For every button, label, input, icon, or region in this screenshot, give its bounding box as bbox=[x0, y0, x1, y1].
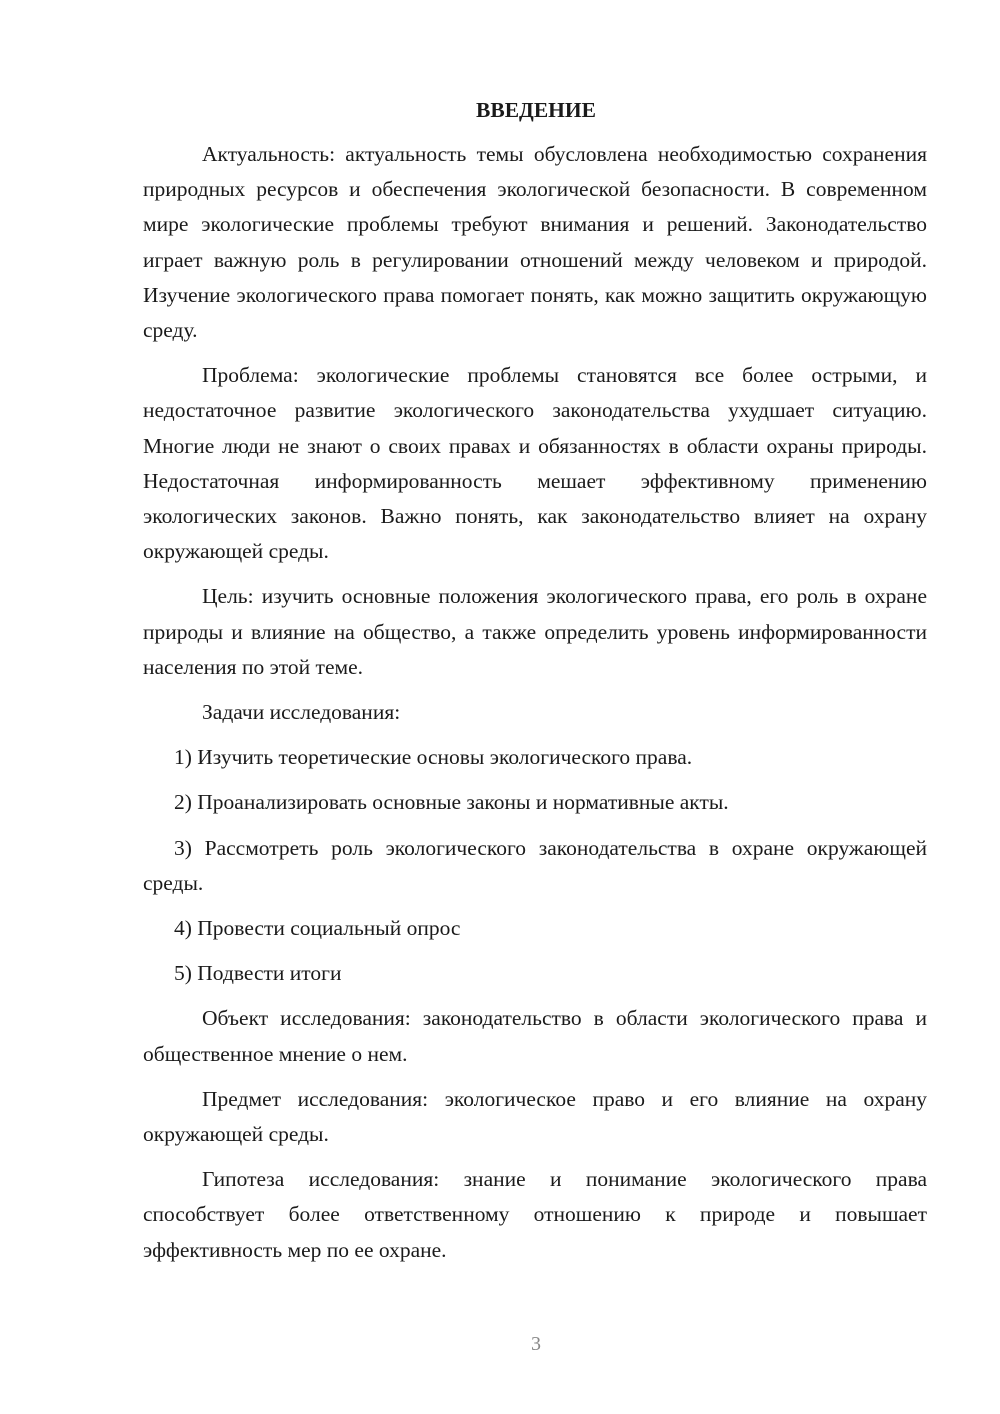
task-item: 4) Провести социальный опрос bbox=[174, 916, 461, 941]
task-item: 2) Проанализировать основные законы и нормативные акты. bbox=[174, 790, 729, 815]
task-item: 3) Рассмотреть роль экологического законодательства в охране окружающей среды. bbox=[143, 835, 927, 895]
tasks-title: Задачи исследования: bbox=[202, 700, 401, 725]
object-paragraph: Объект исследования: законодательство в области экологического права и общественное мнение о нем. bbox=[143, 1006, 927, 1066]
subject-paragraph: Предмет исследования: экологическое право и его влияние на охрану окружающей среды. bbox=[143, 1086, 927, 1147]
document-page bbox=[143, 92, 927, 1278]
task-item: 1) Изучить теоретические основы экологического права. bbox=[174, 745, 693, 770]
problem-paragraph: Проблема: экологические проблемы становятся все более острыми, и недостаточное развитие экологического законодательства ухудшает ситуацию. Многие люди не знают о своих правах и обязанностях в области охраны природы. Недостаточная информированность мешает эффективному применению экологических законов. Важно понять, как законодательство влияет на охрану окружающей среды. bbox=[143, 363, 927, 564]
goal-paragraph: Цель: изучить основные положения экологического права, его роль в охране природы и влияние на общество, а также определить уровень информированности населения по этой теме. bbox=[143, 584, 927, 679]
relevance-paragraph: Актуальность: актуальность темы обусловлена необходимостью сохранения природных ресурсов и обеспечения экологической безопасности. В современном мире экологические проблемы требуют внимания и решений. Законодательство играет важную роль в регулировании отношений между человеком и природой. Изучение экологического права помогает понять, как можно защитить окружающую среду. bbox=[143, 142, 927, 343]
hypothesis-paragraph: Гипотеза исследования: знание и понимание экологического права способствует более ответственному отношению к природе и повышает эффективность мер по ее охране. bbox=[143, 1167, 927, 1262]
task-item: 5) Подвести итоги bbox=[174, 961, 342, 986]
tasks-list bbox=[143, 740, 927, 991]
section-heading: ВВЕДЕНИЕ bbox=[476, 98, 596, 122]
page-number: 3 bbox=[531, 1333, 541, 1355]
